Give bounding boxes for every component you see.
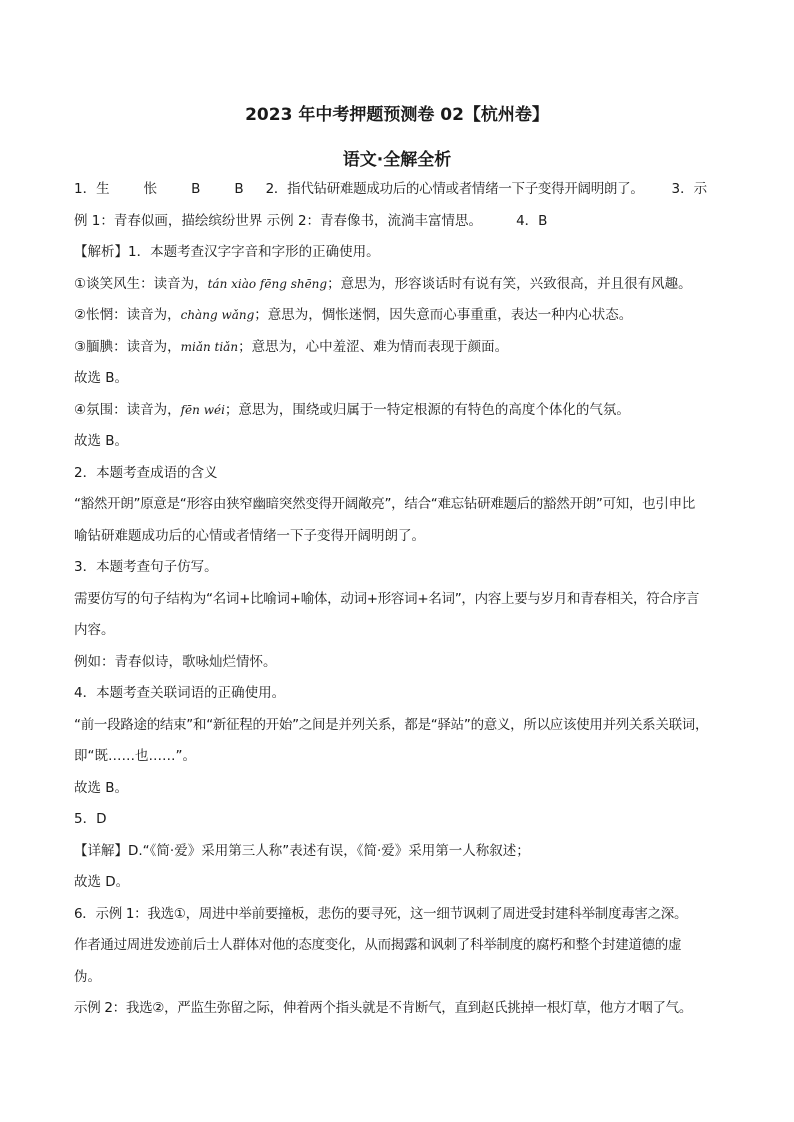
paragraph: 例如：青春似诗，歌咏灿烂情怀。 <box>74 653 277 670</box>
paragraph: 需要仿写的句子结构为“名词+比喻词+喻体，动词+形容词+名词”，内容上要与岁月和青春相关，符合序言 <box>74 590 700 607</box>
answer-3-content: 例 1：青春似画，描绘缤纷世界 示例 2：青春像书，流淌丰富情思。 <box>74 212 483 229</box>
answers-line-1 <box>74 174 734 206</box>
paragraph: 作者通过周进发迹前后士人群体对他的态度变化，从而揭露和讽刺了科举制度的腐朽和整个封建道德的虚 <box>74 937 682 953</box>
document-title: 2023 年中考押题预测卷 02【杭州卷】 <box>245 105 549 125</box>
paragraph: 故选 D。 <box>74 874 130 890</box>
answer-1-choice-2: B <box>234 181 244 197</box>
paragraph: 2．本题考查成语的含义 <box>74 464 218 481</box>
answer-1-char: 怅 <box>143 181 158 197</box>
paragraph: 5．D <box>74 811 107 827</box>
paragraph: 故选 B。 <box>74 779 129 796</box>
pinyin: chàng wǎng <box>180 308 255 322</box>
document-subtitle: 语文·全解全析 <box>342 150 452 170</box>
paragraph: 即“既……也……”。 <box>74 748 196 764</box>
paragraph: 3．本题考查句子仿写。 <box>74 559 218 575</box>
answers-line-2 <box>74 206 734 238</box>
paragraph: 内容。 <box>74 622 115 638</box>
pinyin: miǎn tiǎn <box>180 339 239 354</box>
paragraph: ③腼腆：读音为，miǎn tiǎn；意思为，心中羞涩、难为情而表现于颜面。 <box>74 338 509 355</box>
paragraph: ④氛围：读音为，fēn wéi；意思为，围绕或归属于一特定根源的有特色的高度个体化的气氛。 <box>74 401 630 418</box>
answer-3-start: 3．示 <box>671 181 708 197</box>
paragraph: “前一段路途的结束”和“新征程的开始”之间是并列关系，都是“驿站”的意义，所以应该使用并列关系关联词， <box>74 716 709 733</box>
paragraph: 4．本题考查关联词语的正确使用。 <box>74 685 286 701</box>
paragraph: 6．示例 1：我选①，周进中举前要撞板，悲伤的要寻死，这一细节讽刺了周进受封建科举制度毒害之深。 <box>74 905 688 922</box>
paragraph: ②怅惘：读音为，chàng wǎng；意思为，惆怅迷惘，因失意而心事重重，表达一种内心状态。 <box>74 307 633 323</box>
answer-body <box>74 174 734 1025</box>
paragraph: 示例 2：我选②，严监生弥留之际，伸着两个指头就是不肯断气，直到赵氏挑掉一根灯草，他方才咽了气。 <box>74 1000 693 1016</box>
paragraph: “豁然开朗”原意是“形容由狭窄幽暗突然变得开阔敞亮”，结合“难忘钻研难题后的豁然开朗”可知，也引申比 <box>74 496 695 512</box>
answer-1-choice-1: B <box>191 181 201 197</box>
paragraph: 伪。 <box>74 968 101 985</box>
paragraph: 喻钻研难题成功后的心情或者情绪一下子变得开阔明朗了。 <box>74 527 425 544</box>
paragraph: 【解析】1．本题考查汉字字音和字形的正确使用。 <box>74 244 380 260</box>
answer-4: 4．B <box>516 212 548 229</box>
pinyin: fēn wéi <box>180 402 225 417</box>
paragraph: ①谈笑风生：读音为，tán xiào fēng shēng；意思为，形容谈话时有说有笑，兴致很高，并且很有风趣。 <box>74 275 692 292</box>
pinyin: tán xiào fēng shēng <box>207 276 328 291</box>
paragraph: 【详解】D.“《简·爱》采用第三人称”表述有误，《简·爱》采用第一人称叙述； <box>74 842 530 859</box>
paragraph: 故选 B。 <box>74 370 129 386</box>
answer-2: 2．指代钻研难题成功后的心情或者情绪一下子变得开阔明朗了。 <box>265 181 644 197</box>
answer-1-label: 1．生 <box>74 181 110 197</box>
paragraph: 故选 B。 <box>74 433 129 449</box>
